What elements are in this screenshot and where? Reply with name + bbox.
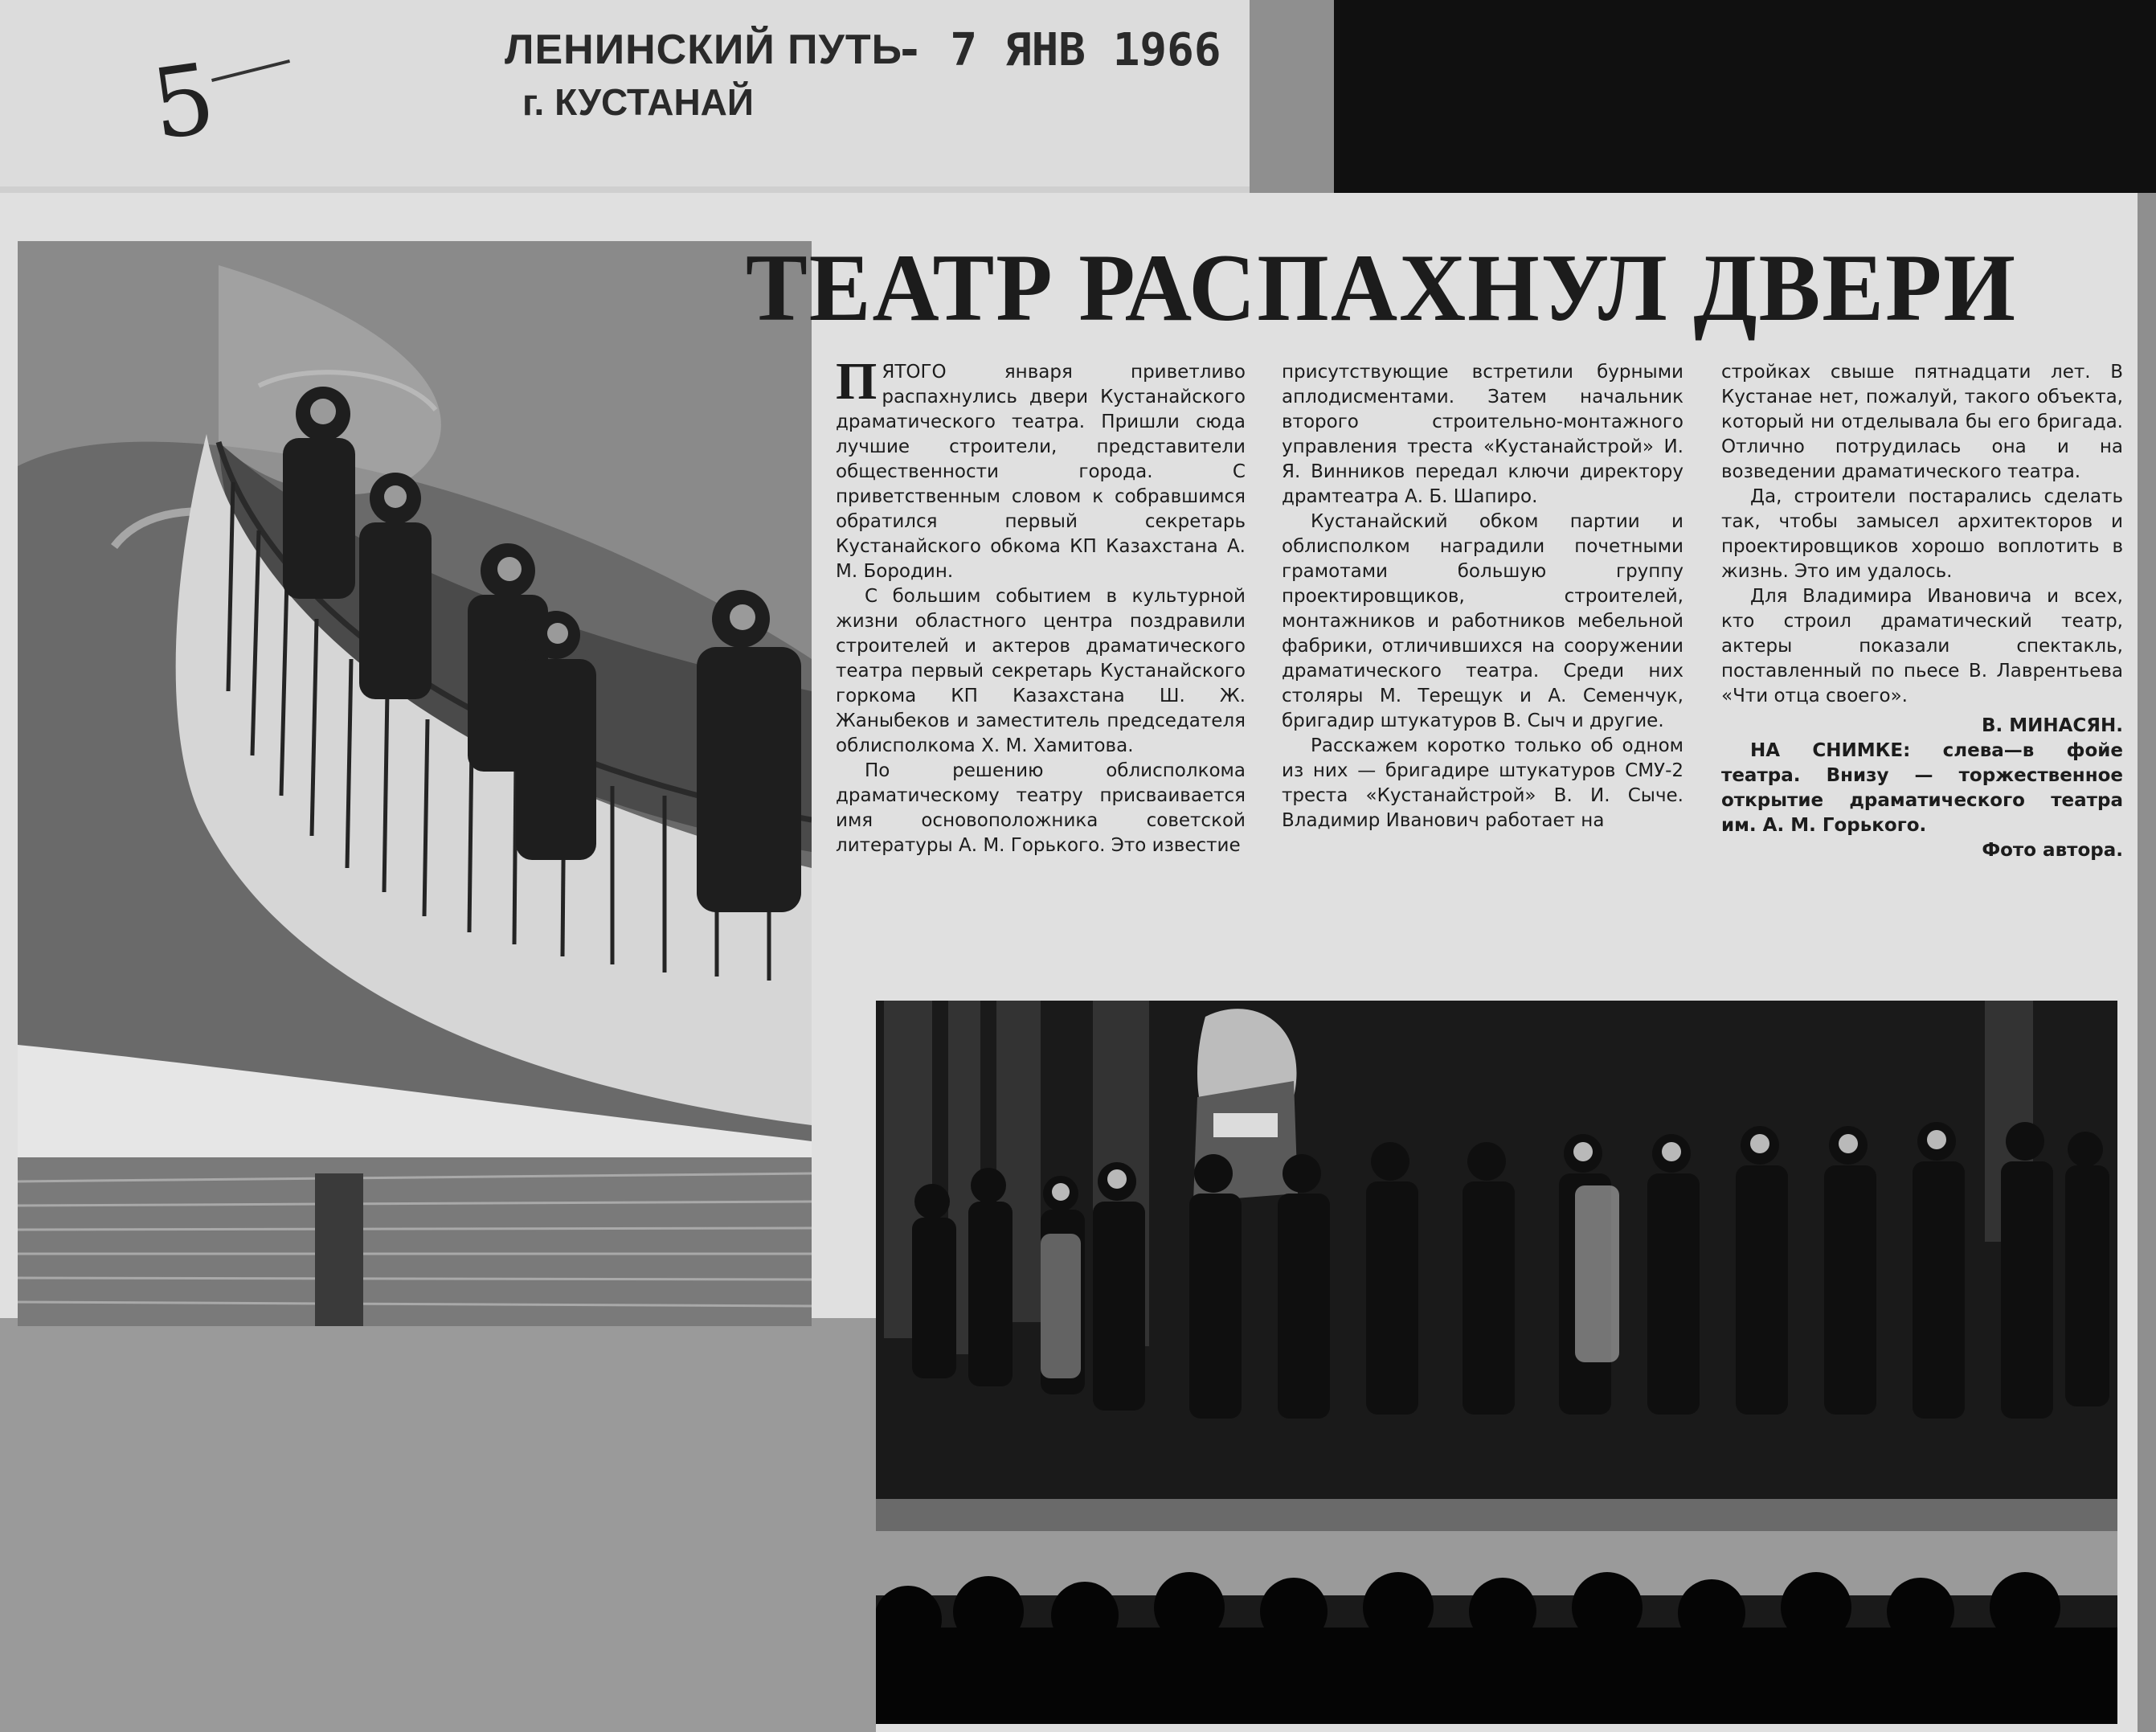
article-column-1: [836, 352, 1246, 858]
paragraph: стройках свыше пятнадцати лет. В Кустанае нет, пожалуй, такого объекта, который ни отделывала бы его бригада. Отлично потрудилась она и на возведении драматического театра.: [1721, 362, 2123, 482]
paragraph: По решению облисполкома драматическому театру присваивается имя основоположника советской литературы А. М. Горького. Это известие: [836, 760, 1246, 856]
author-signature: В. МИНАСЯН.: [1981, 715, 2123, 736]
opening-ceremony-photo: [876, 1001, 2117, 1724]
paragraph: С большим событием в культурной жизни областного центра поздравили строителей и актеров драматического театра первый секретарь Кустанайского горкома КП Казахстана Ш. Ж. Жаныбеков и заместитель председателя облисполкома Х. М. Хамитова.: [836, 586, 1246, 756]
handwritten-page-number: 5: [145, 43, 222, 162]
paragraph: [836, 352, 1246, 584]
date-stamp: - 7 ЯНВ 1966: [896, 24, 1221, 76]
foyer-balcony-photo: [18, 241, 812, 1326]
library-stamp-slip: [0, 0, 1250, 186]
background-gray-area: [0, 1318, 876, 1732]
photo-credit: Фото автора.: [1982, 840, 2123, 861]
city-stamp: г. КУСТАНАЙ: [522, 81, 754, 123]
paragraph: Да, строители постарались сделать так, чтобы замысел архитекторов и проектировщиков хорошо воплотить в жизнь. Это им удалось.: [1721, 486, 2123, 582]
paragraph-text: ЯТОГО января приветливо распахнулись двери Кустанайского драматического театра. Пришли сюда лучшие строители, представители общественности города. С приветственным словом к собравшимся обратился первый секретарь Кустанайского обкома КП Казахстана А. М. Бородин.: [836, 362, 1246, 582]
article-headline: ТЕАТР РАСПАХНУЛ ДВЕРИ: [746, 234, 2017, 341]
stage-ceremony-illustration: [876, 1001, 2117, 1724]
paragraph: Расскажем коротко только об одном из них — бригадире штукатуров СМУ-2 треста «Кустанайстрой» В. И. Сыче. Владимир Иванович работает на: [1282, 735, 1683, 831]
article-column-2: [1282, 360, 1683, 833]
paragraph: присутствующие встретили бурными аплодисментами. Затем начальник второго строительно-монтажного управления треста «Кустанайстрой» И. Я. Винников передал ключи директору драмтеатра А. Б. Шапиро.: [1282, 362, 1683, 507]
handwritten-stroke: [211, 59, 290, 82]
article-column-3: [1721, 360, 2123, 863]
drop-cap: П: [836, 352, 878, 411]
foyer-balcony-illustration: [18, 241, 812, 1326]
paragraph: Для Владимира Ивановича и всех, кто строил драматический театр, актеры показали спектакль, поставленный по пьесе В. Лаврентьева «Чти отца своего».: [1721, 586, 2123, 706]
newspaper-name-stamp: ЛЕНИНСКИЙ ПУТЬ: [505, 27, 902, 73]
photo-caption: НА СНИМКЕ: слева—в фойе театра. Внизу — торжественное открытие драматического театра им. А. М. Горького.: [1721, 740, 2123, 836]
paragraph: Кустанайский обком партии и облисполком наградили почетными грамотами большую группу проектировщиков, строителей, монтажников и работников мебельной фабрики, отличившихся на сооружении драматического театра. Среди них столяры М. Терещук и А. Семенчук, бригадир штукатуров В. Сыч и другие.: [1282, 511, 1683, 731]
background-dark-corner: [1334, 0, 2156, 193]
